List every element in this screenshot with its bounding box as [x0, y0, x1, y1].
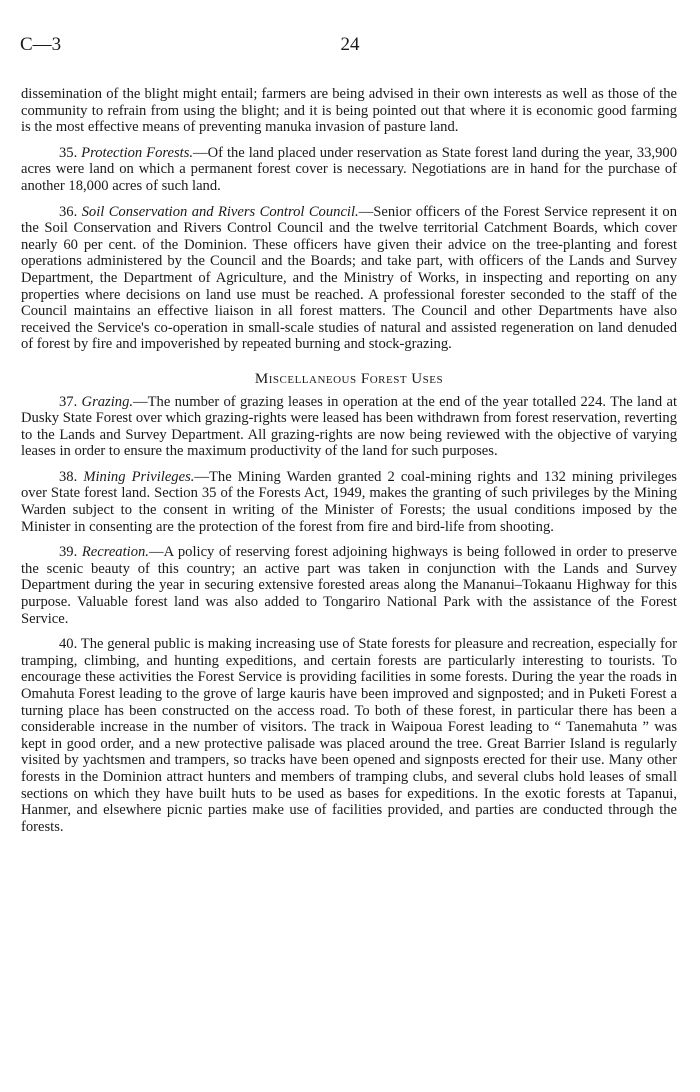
- paragraph-text: —Of the land placed under reservation as State forest land during the year, 33,900 acres were land on which a permanent forest cover is necessary. Negotiations are in hand for the purchase of another 18,000 acres of such land.: [21, 144, 677, 194]
- paragraph-title: Grazing.: [81, 393, 134, 410]
- page-number: 24: [340, 34, 360, 55]
- paragraph-39: [21, 544, 677, 627]
- paragraph-number: 40.: [59, 636, 78, 653]
- paragraph-text: —The Mining Warden granted 2 coal-mining rights and 132 mining privileges over State forest land. Section 35 of the Forests Act, 1949, makes the granting of such privileges by the Mining Warden subject to the consent in writing of the Minister of Forests; the usual conditions imposed by the Minister in consenting are the protection of the forest from fire and bird-life from shooting.: [21, 468, 677, 535]
- body-text: [21, 86, 677, 844]
- document-reference: C—3: [20, 34, 62, 55]
- paragraph-40: [21, 636, 677, 835]
- paragraph-text: The general public is making increasing use of State forests for pleasure and recreation, especially for tramping, climbing, and hunting expeditions, and certain forests are particularly interesting to tourists. To encourage these activities the Forest Service is providing facilities in some forests. During the year the roads in Omahuta Forest leading to the grove of large kauris have been improved and signposted; and in Puketi Forest a turning place has been constructed on the access road. To both of these forest, in particular there has been a considerable increase in the number of visitors. The track in Waipoua Forest leading to “ Tanemahuta ” was kept in good order, and a new protective palisade was placed around the tree. Great Barrier Island is regularly visited by yachtsmen and trampers, so tracks have been opened and signposts erected for their use. Many other forests in the Dominion attract hunters and members of tramping clubs, and several clubs hold leases of small sections on which they have built huts to be used as bases for expeditions. In the exotic forests at Tapanui, Hanmer, and elsewhere picnic parties make use of facilities provided, and parties are conducted through the forests.: [21, 636, 677, 835]
- paragraph-text: —A policy of reserving forest adjoining highways is being followed in order to preserve the scenic beauty of this country; an active part was taken in conjunction with the Lands and Survey Department during the year in securing extensive forested areas along the Mananui–Tokaanu Highway for this purpose. Valuable forest land was also added to Tongariro National Park with the assistance of the Forest Service.: [21, 544, 677, 627]
- paragraph-37: [21, 394, 677, 460]
- section-heading: Miscellaneous Forest Uses: [254, 370, 444, 387]
- paragraph-number: 39.: [59, 544, 78, 561]
- paragraph-title: Protection Forests.: [81, 144, 194, 161]
- paragraph-number: 35.: [59, 144, 78, 161]
- paragraph-continuation: [21, 86, 677, 136]
- paragraph-text: —Senior officers of the Forest Service represent it on the Soil Conservation and Rivers Control Council and the twelve territorial Catchment Boards, which cover nearly 60 per cent. of the Dominion. These officers have given their advice on the tree-planting and forest operations administered by the Council and the Boards; and take part, with officers of the Lands and Survey Department, the Department of Agriculture, and the Ministry of Works, in inspecting and reporting on any properties where decisions on land use must be reached. A professional forester seconded to the staff of the Council maintains an effective liaison in all forest matters. The Council and other Departments have also received the Service's co-operation in small-scale studies of natural and assisted regeneration on land denuded of forest by fire and impoverished by repeated burning and stock-grazing.: [21, 203, 677, 353]
- paragraph-36: [21, 204, 677, 353]
- paragraph-title: Soil Conservation and Rivers Control Council.: [81, 203, 359, 220]
- paragraph-text: —The number of grazing leases in operation at the end of the year totalled 224. The land at Dusky State Forest over which grazing-rights were leased has been withdrawn from forest reservation, reverting to the Lands and Survey Department. All grazing-rights are now being reviewed with the objective of varying leases in order to ensure the maximum productivity of the land for such purposes.: [21, 393, 677, 460]
- paragraph-35: [21, 145, 677, 195]
- paragraph-number: 36.: [59, 203, 78, 220]
- paragraph-text: dissemination of the blight might entail; farmers are being advised in their own interests as well as those of the community to refrain from using the blight; and it is being pointed out that where it is economic good farming is the most effective means of preventing manuka invasion of pasture land.: [21, 86, 677, 136]
- page-header: [20, 34, 680, 62]
- paragraph-title: Recreation.: [81, 544, 149, 561]
- paragraph-38: [21, 469, 677, 535]
- paragraph-title: Mining Privileges.: [83, 468, 195, 485]
- paragraph-number: 37.: [59, 393, 78, 410]
- paragraph-number: 38.: [59, 468, 78, 485]
